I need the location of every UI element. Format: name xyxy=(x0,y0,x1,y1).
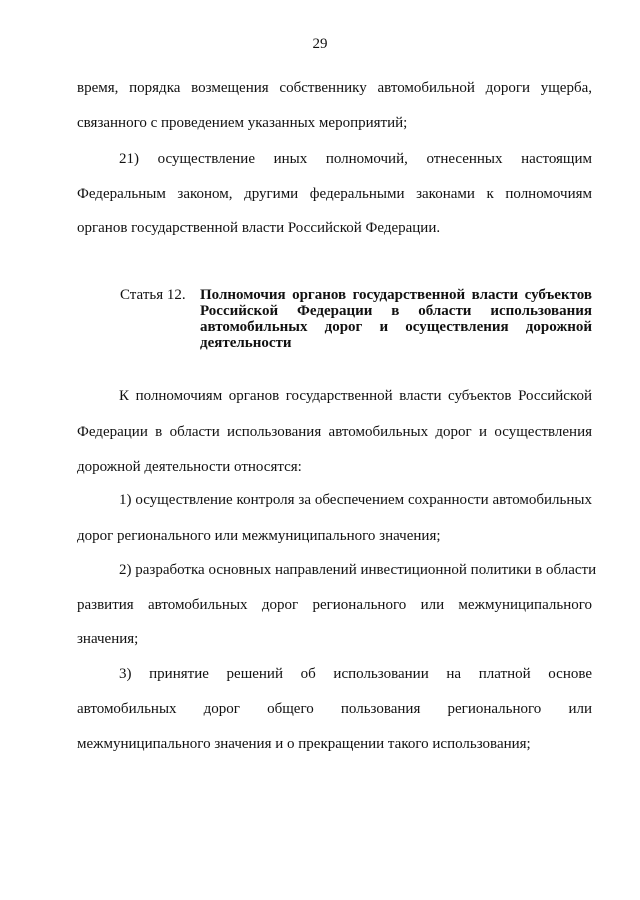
intro-line: дорожной деятельности относятся: xyxy=(77,459,302,475)
list-item-21-line: органов государственной власти Российской Федерации. xyxy=(77,220,441,236)
list-item-2-line: 2) разработка основных направлений инвестиционной политики в области xyxy=(119,562,597,578)
article-title-line: Полномочия органов государственной власти субъектов xyxy=(200,287,592,303)
article-title-line: Российской Федерации в области использования xyxy=(200,303,592,319)
page-number: 29 xyxy=(312,36,328,52)
list-item-21-line: Федеральным законом, другими федеральными законами к полномочиям xyxy=(77,186,592,202)
list-item-3-line: 3) принятие решений об использовании на платной основе xyxy=(119,666,592,682)
article-title-line: автомобильных дорог и осуществления дорожной xyxy=(200,319,592,335)
paragraph-line: связанного с проведением указанных мероприятий; xyxy=(77,115,408,131)
article-label: Статья 12. xyxy=(120,287,186,303)
list-item-2-line: значения; xyxy=(77,631,139,647)
list-item-3-line: межмуниципального значения и о прекращении такого использования; xyxy=(77,736,531,752)
intro-line: Федерации в области использования автомобильных дорог и осуществления xyxy=(77,424,592,440)
list-item-1-line: дорог регионального или межмуниципального значения; xyxy=(77,528,441,544)
intro-line: К полномочиям органов государственной власти субъектов Российской xyxy=(119,388,592,404)
paragraph-line: время, порядка возмещения собственнику автомобильной дороги ущерба, xyxy=(77,80,592,96)
list-item-2-line: развития автомобильных дорог регионального или межмуниципального xyxy=(77,597,592,613)
article-title-line: деятельности xyxy=(200,335,292,351)
list-item-21-line: 21) осуществление иных полномочий, отнесенных настоящим xyxy=(119,151,592,167)
list-item-1-line: 1) осуществление контроля за обеспечением сохранности автомобильных xyxy=(119,492,592,508)
article-title xyxy=(200,287,592,351)
list-item-3-line: автомобильных дорог общего пользования регионального или xyxy=(77,701,592,717)
